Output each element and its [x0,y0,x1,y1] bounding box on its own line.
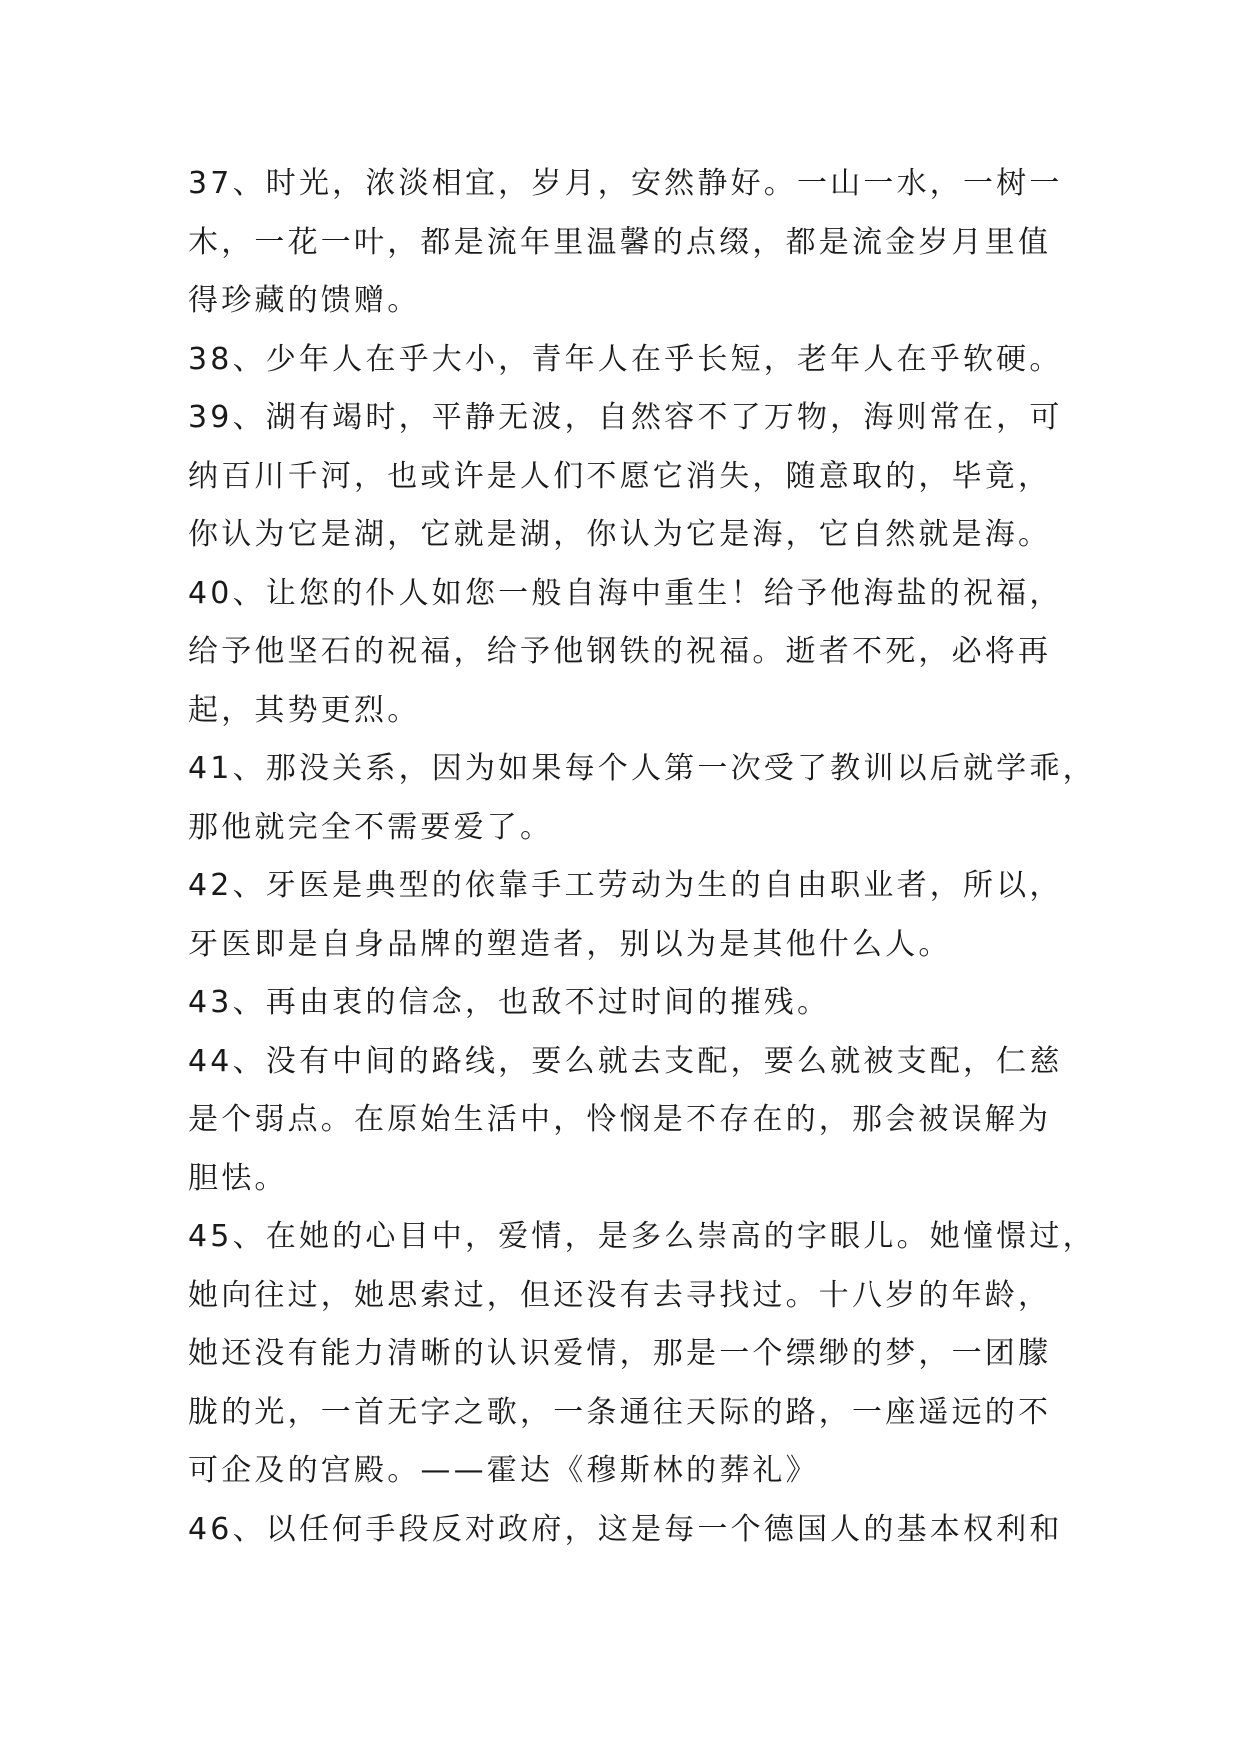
text-line: 纳百川千河，也或许是人们不愿它消失，随意取的，毕竟， [188,458,1052,494]
text-line: 41、那没关系，因为如果每个人第一次受了教训以后就学乖， [188,751,1096,786]
text-line: 39、湖有竭时，平静无波，自然容不了万物，海则常在，可 [188,400,1063,435]
text-line: 46、以任何手段反对政府，这是每一个德国人的基本权利和 [188,1511,1063,1547]
text-line: 胧的光，一首无字之歌，一条通往天际的路，一座遥远的不 [188,1394,1052,1430]
text-line: 42、牙医是典型的依靠手工劳动为生的自由职业者，所以， [188,868,1063,903]
text-line: 那他就完全不需要爱了。 [188,809,554,845]
text-line: 45、在她的心目中，爱情，是多么崇高的字眼儿。她憧憬过， [188,1219,1096,1254]
text-line: 胆怯。 [188,1160,288,1196]
text-line: 40、让您的仆人如您一般自海中重生！给予他海盐的祝福， [188,575,1063,611]
text-line: 牙医即是自身品牌的塑造者，别以为是其他什么人。 [188,926,952,962]
text-line: 给予他坚石的祝福，给予他钢铁的祝福。逝者不死，必将再 [188,634,1052,669]
text-line: 38、少年人在乎大小，青年人在乎长短，老年人在乎软硬。 [188,341,1063,377]
text-line: 她向往过，她思索过，但还没有去寻找过。十八岁的年龄， [188,1277,1052,1313]
text-line: 43、再由衷的信念，也敌不过时间的摧残。 [188,985,831,1020]
text-line: 44、没有中间的路线，要么就去支配，要么就被支配，仁慈 [188,1043,1063,1079]
text-line: 你认为它是湖，它就是湖，你认为它是海，它自然就是海。 [188,517,1052,552]
text-line: 可企及的宫殿。——霍达《穆斯林的葬礼》 [188,1453,819,1488]
text-line: 是个弱点。在原始生活中，怜悯是不存在的，那会被误解为 [188,1102,1052,1137]
text-line: 木，一花一叶，都是流年里温馨的点缀，都是流金岁月里值 [188,224,1052,260]
text-line: 她还没有能力清晰的认识爱情，那是一个缥缈的梦，一团朦 [188,1336,1052,1371]
text-line: 37、时光，浓淡相宜，岁月，安然静好。一山一水，一树一 [188,166,1063,201]
text-line: 得珍藏的馈赠。 [188,283,421,318]
document-body [188,155,1096,1559]
text-line: 起，其势更烈。 [188,692,421,728]
